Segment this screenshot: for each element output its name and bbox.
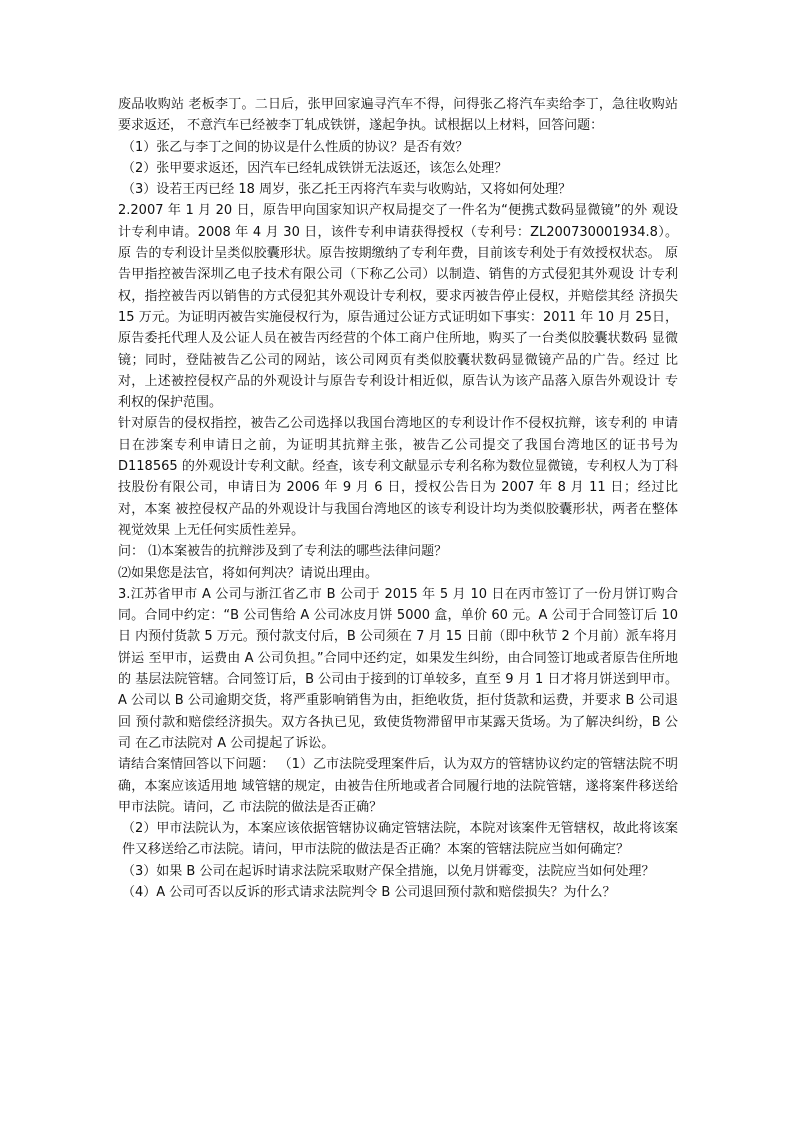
question-2-2: ⑵如果您是法官，将如何判决？请说出理由。 — [118, 565, 379, 581]
document-page — [118, 94, 678, 903]
question-1-1: （1）张乙与李丁之间的协议是什么性质的协议？是否有效？ — [122, 139, 469, 155]
case-3-facts: 3.江苏省甲市 A 公司与浙江省乙市 B 公司于 2015 年 5 月 10 日在丙市签订了一份月饼订购合 同。合同中约定：“B 公司售给 A 公司冰皮月饼 5000 盒，单价 60 元。A 公司于合同签订后 10 日 内预付货款 5 万元。预付款支付后，B 公司须在 7 月 15 日前（即中秋节 2 个月前）派车将月饼运 至甲市，运费由 A 公司负担。”合同中还约定，如果发生纠纷，由合同签订地或者原告住所地的 基层法院管辖。合同签订后，B 公司由于接到的订单较多，直至 9 月 1 日才将月饼送到甲市。A 公司以 B 公司逾期交货，将严重影响销售为由，拒绝收货，拒付货款和运费，并要求 B 公司退回 预付款和赔偿经济损失。双方各执已见，致使货物滞留甲市某露天货场。为了解决纠纷，B 公司 在乙市法院对 A 公司提起了诉讼。 — [118, 586, 678, 751]
paragraph-intro: 废品收购站 老板李丁。二日后，张甲回家遍寻汽车不得，问得张乙将汽车卖给李丁，急往收购站要求返还， 不意汽车已经被李丁轧成铁饼，遂起争执。试根据以上材料，回答问题： — [118, 97, 678, 134]
question-2-1: 问： ⑴本案被告的抗辩涉及到了专利法的哪些法律问题？ — [118, 544, 448, 560]
question-1-3: （3）设若王丙已经 18 周岁，张乙托王丙将汽车卖与收购站，又将如何处理？ — [122, 182, 572, 198]
question-3-3: （3）如果 B 公司在起诉时请求法院采取财产保全措施，以免月饼霉变，法院应当如何处理？ — [122, 863, 655, 879]
question-3-4: （4）A 公司可否以反诉的形式请求法院判令 B 公司退回预付款和赔偿损失？为什么？ — [122, 884, 616, 900]
case-2-facts: 2.2007 年 1 月 20 日，原告甲向国家知识产权局提交了一件名为“便携式数码显微镜”的外 观设计专利申请。2008 年 4 月 30 日，该件专利申请获得授权（专利号：ZL200730001934.8）。原 告的专利设计呈类似胶囊形状。原告按期缴纳了专利年费，目前该专利处于有效授权状态。 原告甲指控被告深圳乙电子技术有限公司（下称乙公司）以制造、销售的方式侵犯其外观设 计专利权，指控被告丙以销售的方式侵犯其外观设计专利权，要求丙被告停止侵权，并赔偿其经 济损失 15 万元。为证明丙被告实施侵权行为，原告通过公证方式证明如下事实：2011 年 10 月 25日，原告委托代理人及公证人员在被告丙经营的个体工商户住所地，购买了一台类似胶囊状数码 显微镜；同时，登陆被告乙公司的网站，该公司网页有类似胶囊状数码显微镜产品的广告。经过 比对，上述被控侵权产品的外观设计与原告专利设计相近似，原告认为该产品落入原告外观设计 专利权的保护范围。 — [118, 203, 678, 411]
question-1-2: （2）张甲要求返还，因汽车已经轧成铁饼无法返还，该怎么处理？ — [122, 160, 508, 176]
question-3-1: 请结合案情回答以下问题： （1）乙市法院受理案件后，认为双方的管辖协议约定的管辖法院不明确，本案应该适用地 域管辖的规定，由被告住所地或者合同履行地的法院管辖，遂将案件移送给甲市法院。请问，乙 市法院的做法是否正确？ — [118, 757, 678, 815]
question-3-2: （2）甲市法院认为，本案应该依据管辖协议确定管辖法院，本院对该案件无管辖权，故此将该案件又移送给乙市法院。请问，甲市法院的做法是否正确？本案的管辖法院应当如何确定？ — [122, 821, 678, 858]
case-2-defense: 针对原告的侵权指控，被告乙公司选择以我国台湾地区的专利设计作不侵权抗辩，该专利的 申请日在涉案专利申请日之前，为证明其抗辩主张，被告乙公司提交了我国台湾地区的证书号为 D118565 的外观设计专利文献。经查，该专利文献显示专利名称为数位显微镜，专利权人为丁科 技股份有限公司，申请日为 2006 年 9 月 6 日，授权公告日为 2007 年 8 月 11 日；经过比对，本案 被控侵权产品的外观设计与我国台湾地区的该专利设计均为类似胶囊形状，两者在整体视觉效果 上无任何实质性差异。 — [118, 416, 678, 538]
